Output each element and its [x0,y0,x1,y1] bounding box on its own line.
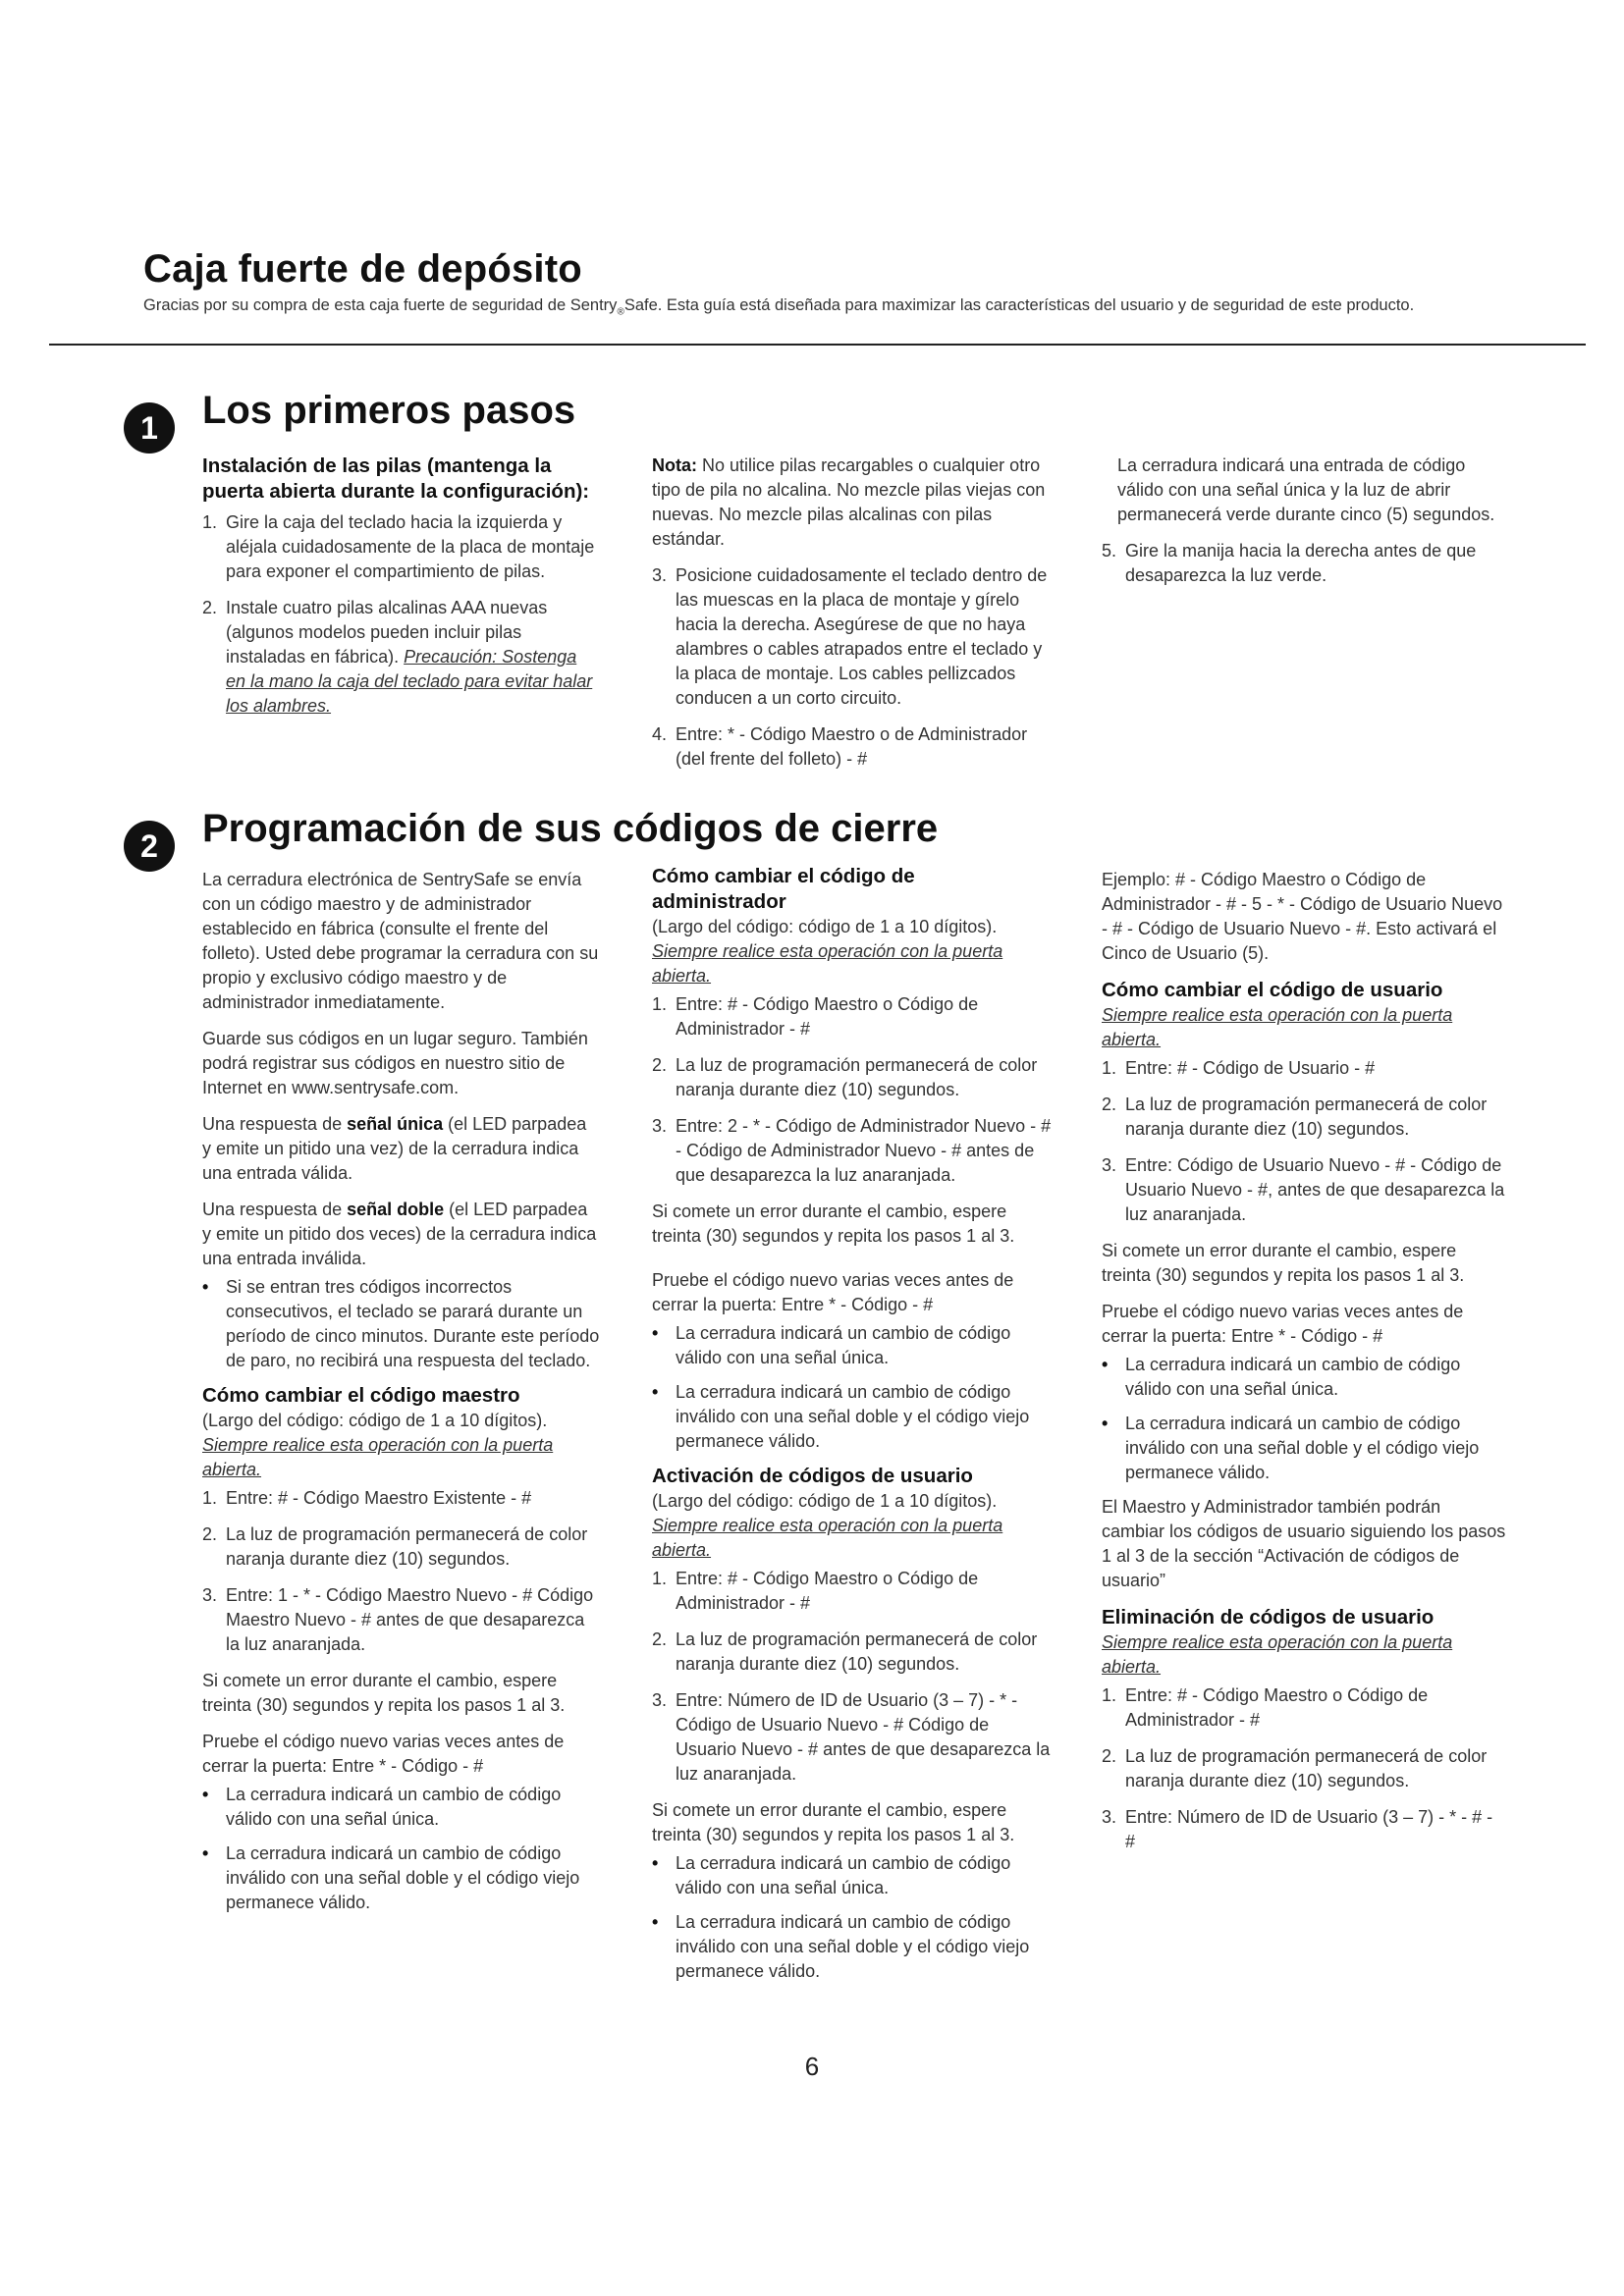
save-codes-text: Guarde sus códigos en un lugar seguro. También podrá registrar sus códigos en nuestro sitio de Internet en www.sentrysafe.com. [202,1029,588,1097]
user-error-text: Si comete un error durante el cambio, espere treinta (30) segundos y repita los pasos 1 al 3. [1102,1241,1465,1285]
door-open-note: Siempre realice esta operación con la puerta abierta. [1102,1632,1453,1677]
master-bullet-valid [202,1783,600,1832]
door-open-note: Siempre realice esta operación con la puerta abierta. [1102,1005,1453,1049]
user-activation-error-text: Si comete un error durante el cambio, espere treinta (30) segundos y repita los pasos 1 al 3. [652,1800,1015,1844]
user-activation-step-1 [652,1567,1055,1616]
battery-step-3 [652,563,1053,711]
single-signal-term: señal única [347,1114,444,1134]
admin-step-3 [652,1114,1055,1188]
battery-note [652,454,1053,552]
door-open-note: Siempre realice esta operación con la puerta abierta. [652,1516,1003,1560]
step-number: 3. [202,1585,218,1605]
delete-user-heading: Eliminación de códigos de usuario [1102,1606,1435,1629]
master-step-3 [202,1583,600,1657]
section-2-badge [124,821,175,872]
master-error-text: Si comete un error durante el cambio, espere treinta (30) segundos y repita los pasos 1 al 3. [202,1671,566,1715]
text-part: Una respuesta de [202,1114,348,1134]
step-number: 1. [202,1488,218,1508]
step-number: 1. [652,1569,668,1588]
step-text: Gire la caja del teclado hacia la izquierda y aléjala cuidadosamente de la placa de montaje para exponer el compartimiento de pilas. [226,512,595,581]
step-number: 3. [652,1116,668,1136]
delete-step-1 [1102,1683,1506,1733]
page-title: Caja fuerte de depósito [143,247,582,291]
note-text: No utilice pilas recargables o cualquier otro tipo de pila no alcalina. No mezcle pilas viejas con nuevas. No mezcle pilas alcalinas con pilas estándar. [652,455,1046,549]
factory-code-text: La cerradura electrónica de SentrySafe se envía con un código maestro y de administrador establecido en fábrica (consulte el frente del folleto). Usted debe programar la cerradura con su propio y exclusivo código maestro y de administrador inmediatamente. [202,870,599,1012]
user-bullet-invalid [1102,1412,1506,1485]
master-step-1 [202,1486,600,1511]
intro-after: Safe. Esta guía está diseñada para maximizar las características del usuario y de seguridad de este producto. [623,296,1415,314]
note-label: Nota: [652,455,697,475]
text-part: (el LED parpadea y emite un pitido dos veces) de la cerradura indica una entrada inválida. [202,1200,597,1268]
caution-text: Precaución: Sostenga en la mano la caja del teclado para evitar halar los alambres. [226,647,593,716]
valid-code-text: La cerradura indicará una entrada de código válido con una señal única y la luz de abrir permanecerá verde durante cinco (5) segundos. [1117,455,1495,524]
step-number: 1. [1102,1058,1117,1078]
step-text: Posicione cuidadosamente el teclado dentro de las muescas en la placa de montaje y gírelo hacia la derecha. Asegúrese de que no haya alambres o cables atrapados entre el teclado y la placa de montaje. Los cables pellizcados conducen a un corto circuito. [676,565,1048,708]
user-activation-bullet-valid [652,1851,1055,1900]
section-1-col-3 [1102,454,1504,600]
step-text: La luz de programación permanecerá de color naranja durante diez (10) segundos. [1125,1746,1488,1790]
bullet-mark: • [202,1843,209,1863]
admin-code-heading: Cómo cambiar el código de administrador [652,865,915,913]
admin-test-text: Pruebe el código nuevo varias veces antes de cerrar la puerta: Entre * - Código - # [652,1270,1014,1314]
user-activation-step-2 [652,1628,1055,1677]
bullet-mark: • [652,1323,659,1343]
master-test-text: Pruebe el código nuevo varias veces antes de cerrar la puerta: Entre * - Código - # [202,1732,565,1776]
intro-before: Gracias por su compra de esta caja fuerte de seguridad de Sentry [143,296,618,314]
door-open-note: Siempre realice esta operación con la puerta abierta. [202,1435,554,1479]
length-text: (Largo del código: código de 1 a 10 dígitos). [652,1491,998,1511]
step-number: 2. [202,598,218,617]
admin-error-text: Si comete un error durante el cambio, espere treinta (30) segundos y repita los pasos 1 al 3. [652,1201,1015,1246]
step-number: 1. [1102,1685,1117,1705]
master-step-2 [202,1522,600,1572]
intro-text [143,296,1414,317]
batteries-heading: Instalación de las pilas (mantenga la puerta abierta durante la configuración): [202,454,590,503]
master-code-length [202,1409,600,1482]
section-1-col-2 [652,454,1053,783]
step-number: 2. [652,1055,668,1075]
user-step-2 [1102,1093,1506,1142]
step-number: 1. [652,994,668,1014]
length-text: (Largo del código: código de 1 a 10 dígitos). [202,1411,548,1430]
bullet-text: La cerradura indicará un cambio de código válido con una señal única. [226,1785,562,1829]
admin-bullet-invalid [652,1380,1055,1454]
page-number: 6 [804,2052,820,2081]
delete-door-note [1102,1630,1506,1680]
lockout-bullet [202,1275,600,1373]
bullet-text: La cerradura indicará un cambio de código válido con una señal única. [676,1323,1011,1367]
section-2-col-3 [1102,868,1506,1866]
step-number: 2. [1102,1095,1117,1114]
bullet-mark: • [1102,1355,1109,1374]
bullet-mark: • [652,1853,659,1873]
section-2-col-2 [652,864,1055,1994]
section-1-number: 1 [140,409,158,446]
battery-step-2 [202,596,600,719]
step-text: La luz de programación permanecerá de color naranja durante diez (10) segundos. [676,1055,1038,1099]
step-text: Entre: 2 - * - Código de Administrador Nuevo - # - Código de Administrador Nuevo - # antes de que desaparezca la luz anaranjada. [676,1116,1052,1185]
step-text: Entre: Número de ID de Usuario (3 – 7) - * - Código de Usuario Nuevo - # Código de Usuario Nuevo - # antes de que desaparezca la luz anaranjada. [676,1690,1051,1784]
step-text: Entre: * - Código Maestro o de Administrador (del frente del folleto) - # [676,724,1028,769]
admin-bullet-valid [652,1321,1055,1370]
text-part: (el LED parpadea y emite un pitido una vez) de la cerradura indica una entrada válida. [202,1114,587,1183]
bullet-mark: • [202,1277,209,1297]
header-divider [49,344,1586,346]
user-step-1 [1102,1056,1506,1081]
user-step-3 [1102,1153,1506,1227]
step-text: Entre: # - Código Maestro o Código de Administrador - # [676,1569,979,1613]
bullet-mark: • [652,1382,659,1402]
step-text: Entre: Número de ID de Usuario (3 – 7) - * - # - # [1125,1807,1493,1851]
section-2-number: 2 [140,828,158,864]
step-text: Entre: # - Código de Usuario - # [1125,1058,1376,1078]
bullet-text: La cerradura indicará un cambio de código inválido con una señal doble y el código viejo permanece válido. [226,1843,580,1912]
step-text: La luz de programación permanecerá de color naranja durante diez (10) segundos. [226,1524,588,1569]
step-text: La luz de programación permanecerá de color naranja durante diez (10) segundos. [1125,1095,1488,1139]
step-number: 5. [1102,541,1117,561]
battery-step-1 [202,510,600,584]
bullet-mark: • [202,1785,209,1804]
section-2-col-1 [202,868,600,1925]
battery-step-4 [652,722,1053,772]
step-number: 2. [652,1629,668,1649]
user-activation-length [652,1489,1055,1563]
admin-step-2 [652,1053,1055,1102]
registered-mark: ® [617,306,624,318]
door-open-note: Siempre realice esta operación con la puerta abierta. [652,941,1003,986]
user-activation-step-3 [652,1688,1055,1787]
master-bullet-invalid [202,1842,600,1915]
user-code-heading: Cómo cambiar el código de usuario [1102,979,1443,1001]
section-1-badge [124,402,175,454]
delete-step-2 [1102,1744,1506,1793]
section-1-col-1 [202,454,600,730]
battery-step-5 [1102,539,1504,588]
user-test-text: Pruebe el código nuevo varias veces antes de cerrar la puerta: Entre * - Código - # [1102,1302,1464,1346]
single-signal-text [202,1112,600,1186]
activation-example-text: Ejemplo: # - Código Maestro o Código de Administrador - # - 5 - * - Código de Usuario Nuevo - # - Código de Usuario Nuevo - #. Esto activará el Cinco de Usuario (5). [1102,870,1503,963]
bullet-text: Si se entran tres códigos incorrectos consecutivos, el teclado se parará durante un período de cinco minutos. Durante este período de paro, no recibirá una respuesta del teclado. [226,1277,600,1370]
user-activation-heading: Activación de códigos de usuario [652,1465,973,1487]
step-number: 2. [202,1524,218,1544]
bullet-text: La cerradura indicará un cambio de código inválido con una señal doble y el código viejo permanece válido. [676,1382,1030,1451]
bullet-mark: • [1102,1414,1109,1433]
user-code-door-note [1102,1003,1506,1052]
bullet-text: La cerradura indicará un cambio de código inválido con una señal doble y el código viejo permanece válido. [676,1912,1030,1981]
double-signal-term: señal doble [347,1200,445,1219]
step-text: La luz de programación permanecerá de color naranja durante diez (10) segundos. [676,1629,1038,1674]
bullet-text: La cerradura indicará un cambio de código inválido con una señal doble y el código viejo permanece válido. [1125,1414,1480,1482]
admin-step-1 [652,992,1055,1041]
bullet-text: La cerradura indicará un cambio de código válido con una señal única. [1125,1355,1461,1399]
bullet-text: La cerradura indicará un cambio de código válido con una señal única. [676,1853,1011,1897]
step-number: 3. [1102,1155,1117,1175]
step-number: 3. [652,565,668,585]
step-2-text: Instale cuatro pilas alcalinas AAA nuevas (algunos modelos pueden incluir pilas instaladas en fábrica). [226,598,548,667]
section-1-title: Los primeros pasos [202,389,576,432]
step-text: Entre: # - Código Maestro o Código de Administrador - # [676,994,979,1039]
bullet-mark: • [652,1912,659,1932]
step-text: Entre: # - Código Maestro o Código de Administrador - # [1125,1685,1429,1730]
delete-step-3 [1102,1805,1506,1854]
master-code-heading: Cómo cambiar el código maestro [202,1384,520,1407]
step-number: 1. [202,512,218,532]
text-part: Una respuesta de [202,1200,348,1219]
length-text: (Largo del código: código de 1 a 10 dígitos). [652,917,998,936]
step-number: 3. [652,1690,668,1710]
section-2-title: Programación de sus códigos de cierre [202,807,939,850]
user-bullet-valid [1102,1353,1506,1402]
step-text: Gire la manija hacia la derecha antes de que desaparezca la luz verde. [1125,541,1477,585]
double-signal-text [202,1198,600,1271]
step-text [226,596,600,719]
step-text: Entre: 1 - * - Código Maestro Nuevo - # Código Maestro Nuevo - # antes de que desaparezca la luz anaranjada. [226,1585,594,1654]
step-text: Entre: Código de Usuario Nuevo - # - Código de Usuario Nuevo - #, antes de que desaparezca la luz anaranjada. [1125,1155,1505,1224]
step-number: 4. [652,724,668,744]
step-number: 2. [1102,1746,1117,1766]
user-activation-bullet-invalid [652,1910,1055,1984]
admin-code-length [652,915,1055,988]
step-text: Entre: # - Código Maestro Existente - # [226,1488,532,1508]
user-change-note: El Maestro y Administrador también podrán cambiar los códigos de usuario siguiendo los pasos 1 al 3 de la sección “Activación de códigos de usuario” [1102,1497,1506,1590]
step-number: 3. [1102,1807,1117,1827]
